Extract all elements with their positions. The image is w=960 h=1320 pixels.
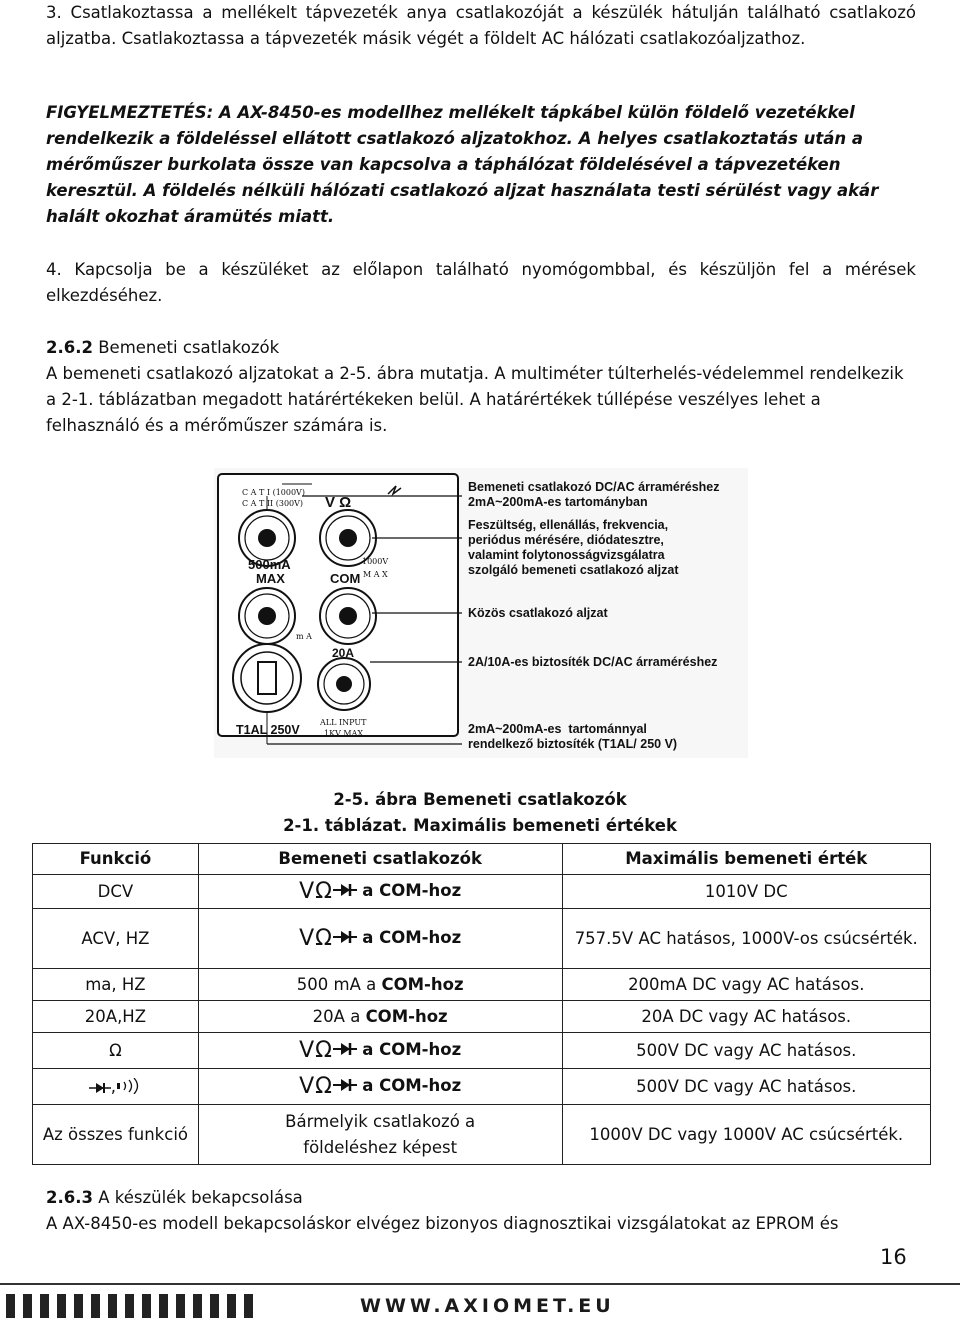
header-inputs: Bemeneti csatlakozók [198,844,562,875]
cat-i-label: C A T I (1000V) [242,488,305,497]
diode-icon [333,882,357,898]
max-small-label: M A X [363,570,388,579]
page-number: 16 [880,1245,907,1269]
com-label: COM [330,571,361,586]
max-label: MAX [256,571,285,586]
section-2-6-2-heading [46,335,916,361]
table-row [33,875,931,909]
v-ohm-label: V Ω [325,494,352,511]
cell-function [33,1069,199,1105]
20a-label: 20A [332,646,355,660]
callout-com-input: Közös csatlakozó aljzat [468,606,608,620]
footer-divider [0,1283,960,1285]
table-row [33,1105,931,1165]
table-header-row [33,844,931,875]
cell-function: Az összes funkció [33,1105,199,1165]
com-text: a COM-hoz [362,881,462,900]
max-input-table [32,843,931,1165]
table-row [33,1001,931,1033]
cell-max: 500V DC vagy AC hatásos. [562,1069,930,1105]
step-4-text: 4. Kapcsolja be a készüléket az előlapon található nyomógombbal, és készüljön fel a mérések elkezdéséhez. [46,260,916,305]
table-row [33,1033,931,1069]
cell-function: Ω [33,1033,199,1069]
v-ohm-symbol: VΩ [299,1038,333,1063]
cell-inputs [198,1069,562,1105]
cell-function: 20A,HZ [33,1001,199,1033]
section-2-6-2 [46,335,916,439]
barcode-decoration-icon [6,1294,253,1318]
table-caption-number: 2-1. táblázat. [283,816,408,835]
callout-ma-input: Bemeneti csatlakozó DC/AC árraméréshez 2mA~200mA-es tartományban [468,480,720,509]
cell-inputs [198,1001,562,1033]
input-text: 500 mA a [296,974,382,994]
table-caption [0,813,960,839]
1kv-max-label: 1KV MAX [324,729,364,738]
cell-max: 1000V DC vagy 1000V AC csúcsérték. [562,1105,930,1165]
warning-text: FIGYELMEZTETÉS: A AX-8450-es modellhez mellékelt tápkábel külön földelő vezetékkel rendelkezik a földeléssel ellátott csatlakozó aljzatokhoz. A helyes csatlakoztatás után a mérőműszer burkolata össze van kapcsolva a táphálózat földelésével a tápvezetéken keresztül. A földelés nélküli hálózati csatlakozó aljzat használata testi sérülést vagy akár halált okozhat áramütés miatt. [46,103,879,226]
section-2-6-3 [46,1185,916,1237]
diode-icon [89,1080,111,1094]
cell-inputs [198,969,562,1001]
cell-inputs: Bármelyik csatlakozó a földeléshez képest [198,1105,562,1165]
figure-caption: 2-5. ábra Bemeneti csatlakozók [333,790,627,809]
table-row [33,969,931,1001]
section-2-6-3-paragraph: A AX-8450-es modell bekapcsoláskor elvégez bizonyos diagnosztikai vizsgálatokat az EPROM és [46,1214,839,1233]
ma-label: m A [296,632,312,641]
com-text: COM-hoz [365,1006,448,1026]
section-2-6-2-paragraph: A bemeneti csatlakozó aljzatokat a 2-5. ábra mutatja. A multiméter túlterhelés-védelemmel rendelkezik a 2-1. táblázatban megadott határértékeken belül. A határértékek túllépése veszélyes lehet a felhasználó és a mérőműszer számára is. [46,364,904,435]
diode-icon [333,1041,357,1057]
diode-icon [333,1077,357,1093]
cell-inputs [198,909,562,969]
cell-max: 1010V DC [562,875,930,909]
step-3-text: 3. Csatlakoztassa a mellékelt tápvezeték anya csatlakozóját a készülék hátulján található csatlakozó aljzatba. Csatlakoztassa a tápvezeték másik végét a földelt AC hálózati csatlakozóaljzathoz. [46,3,916,48]
input-terminals-figure [212,466,750,760]
v-ohm-symbol: VΩ [299,1074,333,1099]
callout-v-ohm-input: Feszültség, ellenállás, frekvencia, periódus mérésére, diódatesztre, valamint folytonosságvizsgálatra szolgáló bemeneti csatlakozó aljzat [468,518,679,577]
v-ohm-symbol: VΩ [299,879,333,904]
cell-max: 757.5V AC hatásos, 1000V-os csúcsérték. [562,909,930,969]
t1al-label: T1AL 250V [236,723,300,737]
1000v-label: 1000V [362,557,389,566]
cell-max: 500V DC vagy AC hatásos. [562,1033,930,1069]
section-2-6-3-number: 2.6.3 [46,1188,93,1207]
cell-function: ma, HZ [33,969,199,1001]
com-text: a COM-hoz [362,928,462,947]
com-text: COM-hoz [381,974,464,994]
cell-inputs [198,1033,562,1069]
section-2-6-3-heading [46,1185,916,1211]
header-function: Funkció [33,844,199,875]
table-row [33,909,931,969]
callout-20a-fuse: 2A/10A-es biztosíték DC/AC árraméréshez [468,655,718,669]
com-text: a COM-hoz [362,1076,462,1095]
function-separator: , [110,1076,117,1096]
com-text: a COM-hoz [362,1040,462,1059]
website-url: WWW.AXIOMET.EU [360,1295,615,1317]
table-caption-title: Maximális bemeneti értékek [407,816,677,835]
cell-function: DCV [33,875,199,909]
500ma-label: 500mA [248,557,291,572]
figure-table-captions [0,787,960,839]
diode-icon [333,929,357,945]
callout-t1al-fuse: 2mA~200mA-es tartománnyal rendelkező biztosíték (T1AL/ 250 V) [468,722,678,751]
continuity-beeper-icon [116,1078,142,1094]
table-row [33,1069,931,1105]
cat-ii-label: C A T II (300V) [242,499,304,508]
header-max-value: Maximális bemeneti érték [562,844,930,875]
cell-function: ACV, HZ [33,909,199,969]
section-2-6-2-title: Bemeneti csatlakozók [92,338,280,357]
cell-max: 20A DC vagy AC hatásos. [562,1001,930,1033]
section-2-6-2-number: 2.6.2 [46,338,93,357]
cell-max: 200mA DC vagy AC hatásos. [562,969,930,1001]
v-ohm-symbol: VΩ [299,926,333,951]
section-2-6-3-title: A készülék bekapcsolása [92,1188,303,1207]
all-input-label: ALL INPUT [320,718,367,727]
input-text: 20A a [312,1006,366,1026]
cell-inputs [198,875,562,909]
